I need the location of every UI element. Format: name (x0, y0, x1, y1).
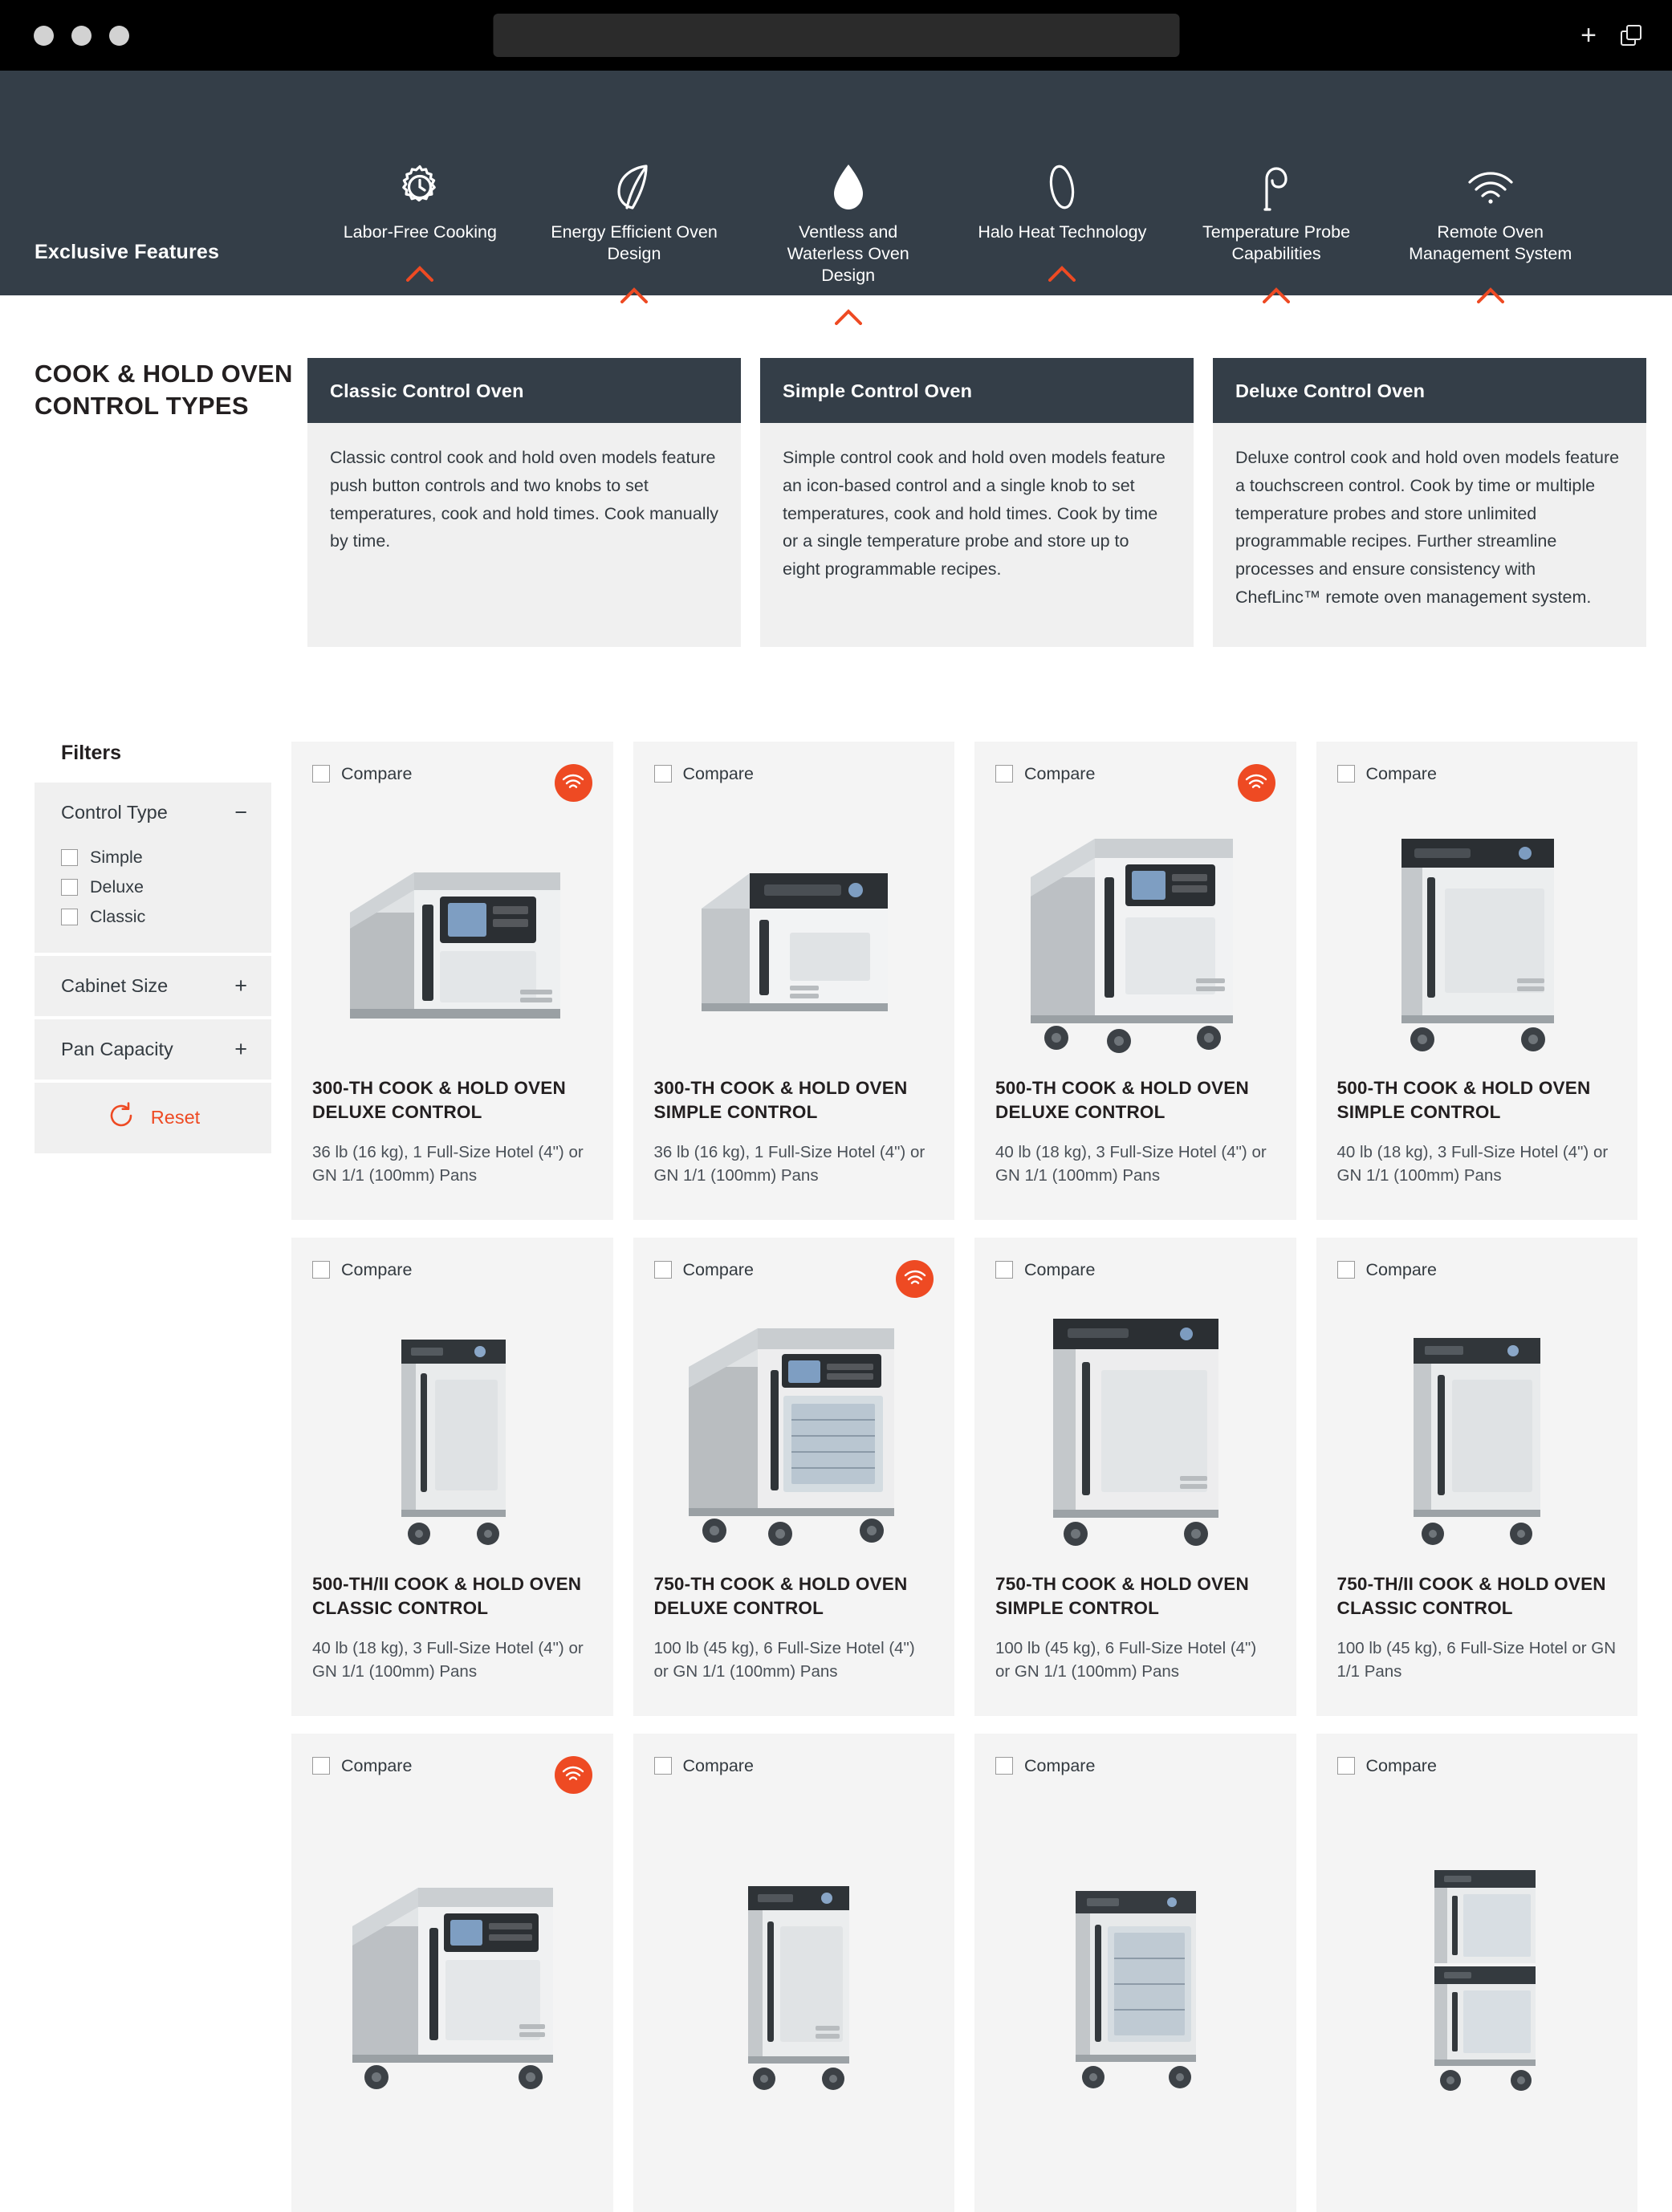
product-image (1316, 1785, 1638, 2164)
filter-group-header[interactable] (35, 783, 271, 843)
feature-label: Remote Oven Management System (1409, 222, 1572, 263)
checkbox-icon[interactable] (312, 1261, 330, 1279)
product-image (974, 1289, 1296, 1572)
feature-remote-oven-management-system[interactable] (1383, 71, 1597, 325)
checkbox-icon[interactable] (995, 1757, 1013, 1775)
page-title: COOK & HOLD OVEN CONTROL TYPES (35, 360, 293, 420)
checkbox-icon[interactable] (1337, 765, 1355, 783)
product-spec: 36 lb (16 kg), 1 Full-Size Hotel (4") or GN 1/1 (100mm) Pans (653, 1142, 925, 1185)
product-grid (291, 742, 1637, 2212)
compare-checkbox[interactable] (995, 1756, 1095, 1776)
product-image (1316, 793, 1638, 1076)
product-image (291, 1289, 613, 1572)
product-spec: 36 lb (16 kg), 1 Full-Size Hotel (4") or GN 1/1 (100mm) Pans (312, 1142, 584, 1185)
product-image (633, 1289, 955, 1572)
compare-label: Compare (341, 1755, 413, 1775)
control-card-title: Classic Control Oven (307, 358, 741, 423)
compare-label: Compare (341, 1259, 413, 1279)
checkbox-icon[interactable] (312, 1757, 330, 1775)
compare-checkbox[interactable] (312, 764, 412, 784)
filters-title: Filters (61, 741, 122, 764)
filter-group-header[interactable] (35, 1019, 271, 1080)
chrome-actions[interactable] (1580, 22, 1641, 49)
product-card[interactable] (291, 1734, 613, 2212)
leaf-icon (527, 161, 742, 213)
compare-label: Compare (682, 1755, 754, 1775)
control-card-body: Deluxe control cook and hold oven models feature a touchscreen control. Cook by time or multiple temperature probes and store unlimited programmable recipes. Further streamline processes and ensure consistency with ChefLinc™ remote oven management system. (1235, 448, 1620, 608)
reset-filters-button[interactable] (35, 1083, 271, 1153)
new-tab-icon[interactable]: + (1580, 20, 1597, 51)
compare-checkbox[interactable] (654, 1260, 754, 1280)
compare-checkbox[interactable] (1337, 764, 1437, 784)
filters-sidebar (35, 742, 291, 2212)
window-controls[interactable] (34, 26, 129, 46)
checkbox-icon[interactable] (1337, 1261, 1355, 1279)
halo-ring-icon (955, 161, 1170, 213)
product-card[interactable] (974, 742, 1296, 1220)
gear-clock-icon (313, 161, 527, 213)
close-window-button[interactable] (34, 26, 54, 46)
address-bar[interactable] (493, 14, 1179, 57)
compare-label: Compare (1024, 1755, 1096, 1775)
product-spec: 40 lb (18 kg), 3 Full-Size Hotel (4") or GN 1/1 (100mm) Pans (312, 1638, 584, 1681)
product-image (1316, 1289, 1638, 1572)
control-card-title: Simple Control Oven (760, 358, 1194, 423)
product-image (974, 1785, 1296, 2164)
filter-options (35, 843, 271, 953)
compare-checkbox[interactable] (312, 1756, 412, 1776)
checkbox-icon[interactable] (1337, 1757, 1355, 1775)
probe-icon (1170, 161, 1384, 213)
product-title[interactable]: 300-TH COOK & HOLD OVEN DELUXE CONTROL (312, 1077, 566, 1122)
wifi-icon (1383, 161, 1597, 213)
feature-label: Halo Heat Technology (978, 222, 1147, 242)
checkbox-icon[interactable] (995, 1261, 1013, 1279)
product-title[interactable]: 300-TH COOK & HOLD OVEN SIMPLE CONTROL (653, 1077, 908, 1122)
control-card-body: Classic control cook and hold oven models feature push button controls and two knobs to set temperatures, cook and hold times. Cook manually by time. (330, 448, 718, 551)
product-title[interactable]: 750-TH COOK & HOLD OVEN SIMPLE CONTROL (995, 1573, 1249, 1618)
tab-overview-icon[interactable] (1621, 25, 1641, 46)
checkbox-icon[interactable] (654, 1261, 672, 1279)
compare-checkbox[interactable] (654, 764, 754, 784)
water-drop-icon (741, 161, 955, 213)
compare-label: Compare (341, 763, 413, 783)
product-title[interactable]: 750-TH/II COOK & HOLD OVEN CLASSIC CONTROL (1336, 1573, 1606, 1618)
filter-option-label: Classic (90, 906, 146, 926)
product-image (291, 793, 613, 1076)
compare-checkbox[interactable] (654, 1756, 754, 1776)
compare-label: Compare (1024, 1259, 1096, 1279)
product-card[interactable] (974, 1238, 1296, 1716)
control-card-body: Simple control cook and hold oven models feature an icon-based control and a single knob to set temperatures, cook and hold times. Cook by time or a single temperature probe and store up to eight programmable recipes. (783, 448, 1166, 579)
compare-checkbox[interactable] (995, 1260, 1095, 1280)
product-card[interactable] (633, 1238, 955, 1716)
filter-option-classic[interactable] (61, 902, 245, 932)
compare-label: Compare (682, 763, 754, 783)
control-card-deluxe (1213, 358, 1646, 647)
product-image (974, 793, 1296, 1076)
product-spec: 100 lb (45 kg), 6 Full-Size Hotel (4") or GN 1/1 (100mm) Pans (653, 1638, 915, 1681)
feature-label: Labor-Free Cooking (343, 222, 497, 242)
product-spec (974, 2164, 1296, 2212)
filter-option-simple[interactable] (61, 843, 245, 872)
product-card[interactable] (291, 1238, 613, 1716)
checkbox-icon[interactable] (995, 765, 1013, 783)
filter-option-label: Simple (90, 847, 143, 867)
product-spec (1316, 2164, 1638, 2212)
product-spec: 40 lb (18 kg), 3 Full-Size Hotel (4") or GN 1/1 (100mm) Pans (995, 1142, 1267, 1185)
exclusive-features-list (313, 71, 1597, 325)
product-title[interactable]: 500-TH COOK & HOLD OVEN SIMPLE CONTROL (1336, 1077, 1591, 1122)
expand-icon[interactable]: + (234, 973, 247, 998)
feature-labor-free-cooking[interactable] (313, 71, 527, 325)
chevron-up-icon[interactable] (1383, 287, 1597, 303)
compare-label: Compare (1365, 1755, 1437, 1775)
product-card[interactable] (633, 742, 955, 1220)
maximize-window-button[interactable] (109, 26, 129, 46)
feature-label: Ventless and Waterless Oven Design (787, 222, 909, 285)
feature-ventless-waterless-oven-design[interactable] (741, 71, 955, 325)
product-title[interactable]: 500-TH/II COOK & HOLD OVEN CLASSIC CONTROL (312, 1573, 582, 1618)
feature-energy-efficient-oven-design[interactable] (527, 71, 742, 325)
product-card[interactable] (291, 742, 613, 1220)
filter-group-pan-capacity[interactable] (35, 1019, 271, 1080)
product-card[interactable] (974, 1734, 1296, 2212)
chevron-up-icon[interactable] (527, 287, 742, 303)
filter-group-label: Cabinet Size (61, 974, 169, 996)
product-title[interactable]: 500-TH COOK & HOLD OVEN DELUXE CONTROL (995, 1077, 1249, 1122)
product-image (291, 1785, 613, 2164)
product-spec: 100 lb (45 kg), 6 Full-Size Hotel (4") or GN 1/1 (100mm) Pans (995, 1638, 1257, 1681)
product-spec (633, 2164, 955, 2212)
compare-label: Compare (1024, 763, 1096, 783)
browser-chrome (0, 0, 1672, 71)
product-image (633, 1785, 955, 2164)
checkbox-icon[interactable] (654, 765, 672, 783)
reset-circle-arrow-icon (106, 1100, 136, 1135)
product-card[interactable] (1316, 742, 1638, 1220)
compare-checkbox[interactable] (312, 1260, 412, 1280)
filter-group-header[interactable] (35, 956, 271, 1016)
chevron-up-icon[interactable] (741, 309, 955, 325)
control-card-title: Deluxe Control Oven (1213, 358, 1646, 423)
control-card-simple (760, 358, 1194, 647)
checkbox-icon[interactable] (61, 849, 78, 866)
compare-checkbox[interactable] (1337, 1756, 1437, 1776)
control-card-classic (307, 358, 741, 647)
feature-temperature-probe-capabilities[interactable] (1170, 71, 1384, 325)
feature-label: Energy Efficient Oven Design (551, 222, 718, 263)
compare-label: Compare (1365, 1259, 1437, 1279)
control-types-section (35, 295, 1637, 647)
chevron-up-icon[interactable] (955, 266, 1170, 282)
filter-option-deluxe[interactable] (61, 872, 245, 902)
collapse-icon[interactable]: − (234, 799, 247, 824)
control-type-cards (307, 358, 1646, 647)
feature-halo-heat-technology[interactable] (955, 71, 1170, 325)
exclusive-features-title: Exclusive Features (35, 241, 220, 263)
product-spec (291, 2164, 613, 2212)
checkbox-icon[interactable] (61, 909, 78, 925)
compare-checkbox[interactable] (1337, 1260, 1437, 1280)
product-card[interactable] (1316, 1238, 1638, 1716)
feature-label: Temperature Probe Capabilities (1202, 222, 1351, 263)
product-card[interactable] (1316, 1734, 1638, 2212)
compare-checkbox[interactable] (995, 764, 1095, 784)
reset-label: Reset (150, 1107, 201, 1128)
checkbox-icon[interactable] (654, 1757, 672, 1775)
product-image (633, 793, 955, 1076)
product-spec: 100 lb (45 kg), 6 Full-Size Hotel or GN 1/1 Pans (1336, 1638, 1616, 1681)
filter-group-control-type (35, 783, 271, 953)
exclusive-features-bar (0, 71, 1672, 295)
product-spec: 40 lb (18 kg), 3 Full-Size Hotel (4") or GN 1/1 (100mm) Pans (1336, 1142, 1609, 1185)
filter-group-cabinet-size[interactable] (35, 956, 271, 1016)
chevron-up-icon[interactable] (313, 266, 527, 282)
expand-icon[interactable]: + (234, 1036, 247, 1061)
product-title[interactable]: 750-TH COOK & HOLD OVEN DELUXE CONTROL (653, 1573, 908, 1618)
compare-label: Compare (682, 1259, 754, 1279)
checkbox-icon[interactable] (312, 765, 330, 783)
filter-group-label: Pan Capacity (61, 1038, 173, 1059)
filter-group-label: Control Type (61, 801, 168, 823)
minimize-window-button[interactable] (71, 26, 92, 46)
checkbox-icon[interactable] (61, 879, 78, 896)
chevron-up-icon[interactable] (1170, 287, 1384, 303)
product-card[interactable] (633, 1734, 955, 2212)
filter-option-label: Deluxe (90, 876, 144, 897)
compare-label: Compare (1365, 763, 1437, 783)
